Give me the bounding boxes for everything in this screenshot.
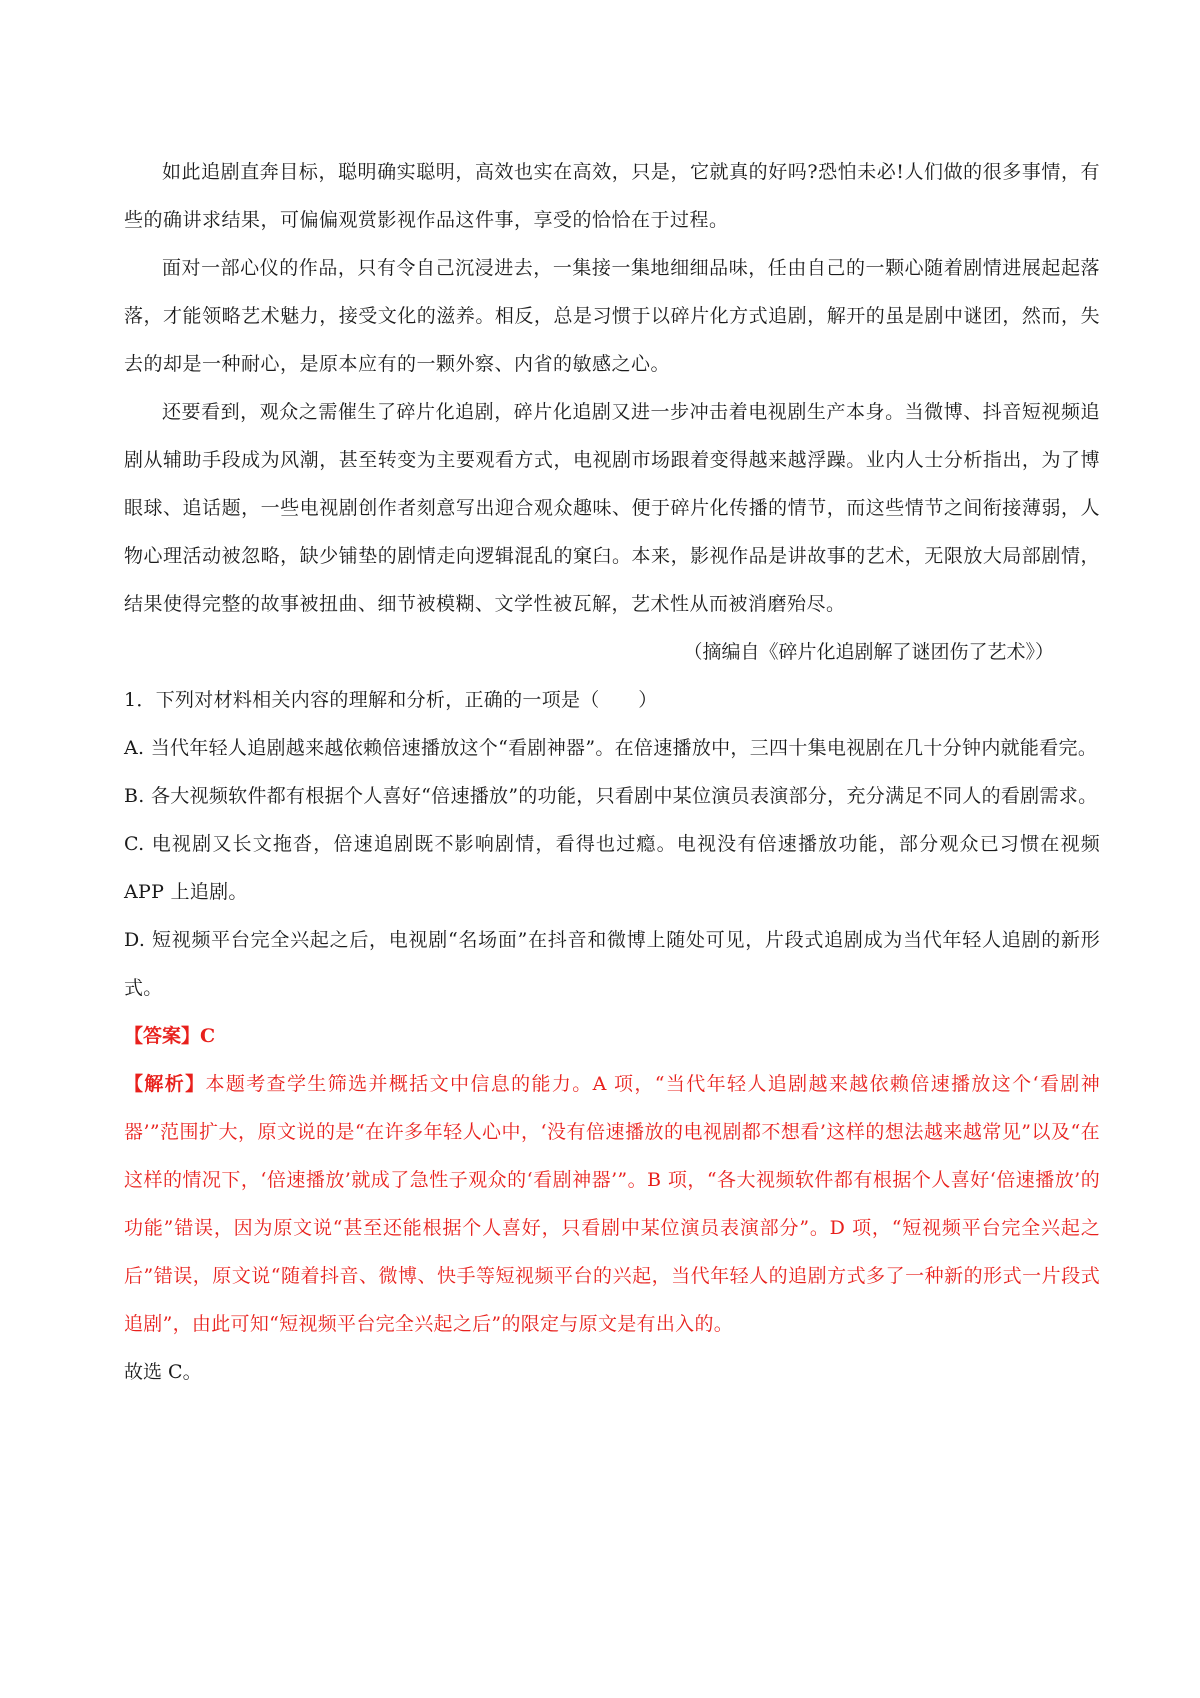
answer-value: C (200, 1025, 216, 1047)
analysis-block (124, 1060, 1100, 1348)
passage-source: （摘编自《碎片化追剧解了谜团伤了艺术》） (683, 641, 1054, 663)
passage-paragraph-2: 面对一部心仪的作品，只有令自己沉浸进去，一集接一集地细细品味，任由自己的一颗心随着剧情进展起起落落，才能领略艺术魅力，接受文化的滋养。相反，总是习惯于以碎片化方式追剧，解开的虽是剧中谜团，然而，失去的却是一种耐心，是原本应有的一颗外察、内省的敏感之心。 (124, 257, 1100, 375)
document-page (124, 148, 1100, 1396)
option-d: D. 短视频平台完全兴起之后，电视剧“名场面”在抖音和微博上随处可见，片段式追剧成为当代年轻人追剧的新形式。 (124, 929, 1100, 999)
answer-line (124, 1012, 1100, 1060)
option-c: C. 电视剧又长文拖沓，倍速追剧既不影响剧情，看得也过瘾。电视没有倍速播放功能，部分观众已习惯在视频 APP 上追剧。 (124, 833, 1100, 903)
question-stem: 1．下列对材料相关内容的理解和分析，正确的一项是（ ） (124, 689, 658, 711)
analysis-text: 本题考查学生筛选并概括文中信息的能力。A 项，“当代年轻人追剧越来越依赖倍速播放这个‘看剧神器’”范围扩大，原文说的是“在许多年轻人心中，‘没有倍速播放的电视剧都不想看’这样的想法越来越常见”以及“在这样的情况下，‘倍速播放’就成了急性子观众的‘看剧神器’”。B 项，“各大视频软件都有根据个人喜好‘倍速播放’的功能”错误，因为原文说“甚至还能根据个人喜好，只看剧中某位演员表演部分”。D 项，“短视频平台完全兴起之后”错误，原文说“随着抖音、微博、快手等短视频平台的兴起，当代年轻人的追剧方式多了一种新的形式一片段式追剧”，由此可知“短视频平台完全兴起之后”的限定与原文是有出入的。 (124, 1073, 1100, 1335)
passage-paragraph-1: 如此追剧直奔目标，聪明确实聪明，高效也实在高效，只是，它就真的好吗?恐怕未必!人们做的很多事情，有些的确讲求结果，可偏偏观赏影视作品这件事，享受的恰恰在于过程。 (124, 161, 1100, 231)
analysis-label: 【解析】 (124, 1073, 206, 1095)
passage-paragraph-3: 还要看到，观众之需催生了碎片化追剧，碎片化追剧又进一步冲击着电视剧生产本身。当微博、抖音短视频追剧从辅助手段成为风潮，甚至转变为主要观看方式，电视剧市场跟着变得越来越浮躁。业内人士分析指出，为了博眼球、追话题，一些电视剧创作者刻意写出迎合观众趣味、便于碎片化传播的情节，而这些情节之间衔接薄弱，人物心理活动被忽略，缺少铺垫的剧情走向逻辑混乱的窠臼。本来，影视作品是讲故事的艺术，无限放大局部剧情，结果使得完整的故事被扭曲、细节被模糊、文学性被瓦解，艺术性从而被消磨殆尽。 (124, 401, 1100, 615)
answer-label: 【答案】 (124, 1025, 201, 1047)
option-b: B. 各大视频软件都有根据个人喜好“倍速播放”的功能，只看剧中某位演员表演部分，充分满足不同人的看剧需求。 (124, 785, 1098, 807)
option-a: A. 当代年轻人追剧越来越依赖倍速播放这个“看剧神器”。在倍速播放中，三四十集电视剧在几十分钟内就能看完。 (124, 737, 1098, 759)
analysis-conclusion: 故选 C。 (124, 1361, 202, 1383)
